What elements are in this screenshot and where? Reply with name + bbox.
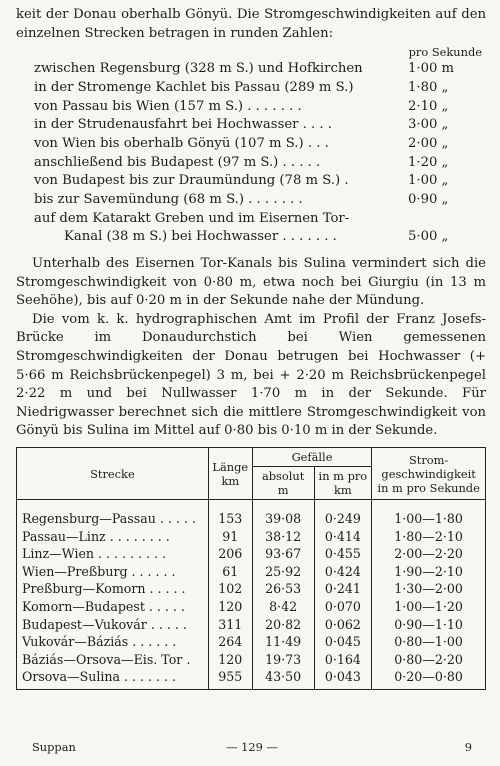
cell-strecke: Passau—Linz . . . . . . . . (17, 528, 209, 546)
speed-row (16, 210, 486, 229)
table-row (17, 651, 486, 669)
cell-laenge: 264 (208, 633, 252, 651)
cell-laenge: 955 (208, 668, 252, 689)
cell-pro_km: 0·045 (314, 633, 372, 651)
speed-row-label: anschließend bis Budapest (97 m S.) . . . . . (34, 154, 321, 170)
speed-row (16, 228, 486, 247)
cell-strecke: Wien—Preßburg . . . . . . (17, 563, 209, 581)
cell-pro_km: 0·062 (314, 616, 372, 634)
cell-laenge: 102 (208, 580, 252, 598)
header-pro-km: in m pro km (314, 467, 372, 500)
speed-row (16, 98, 486, 117)
cell-pro_km: 0·249 (314, 510, 372, 528)
speed-row-value: 5·00 „ (408, 229, 449, 245)
speed-row-label: Kanal (38 m S.) bei Hochwasser . . . . . . . (64, 229, 337, 245)
header-absolut: absolut m (252, 467, 314, 500)
cell-laenge: 61 (208, 563, 252, 581)
cell-absolut: 38·12 (252, 528, 314, 546)
cell-laenge: 311 (208, 616, 252, 634)
cell-laenge: 120 (208, 598, 252, 616)
cell-absolut: 43·50 (252, 668, 314, 689)
cell-strecke: Budapest—Vukovár . . . . . (17, 616, 209, 634)
table-row (17, 563, 486, 581)
speed-row-value: 2·10 „ (408, 98, 449, 114)
cell-geschw: 1·90—2·10 (372, 563, 486, 581)
cell-geschw: 0·90—1·10 (372, 616, 486, 634)
cell-absolut: 19·73 (252, 651, 314, 669)
header-gefaelle: Gefälle (252, 448, 371, 467)
cell-absolut: 11·49 (252, 633, 314, 651)
cell-laenge: 120 (208, 651, 252, 669)
table-spacer-row (17, 500, 486, 511)
cell-absolut: 39·08 (252, 510, 314, 528)
page-footer (32, 740, 472, 756)
speed-row-value: 0·90 „ (408, 192, 449, 207)
cell-laenge: 153 (208, 510, 252, 528)
cell-strecke: Komorn—Budapest . . . . . (17, 598, 209, 616)
cell-strecke: Vukovár—Báziás . . . . . . (17, 633, 209, 651)
table-row (17, 598, 486, 616)
cell-geschw: 2·00—2·20 (372, 545, 486, 563)
cell-geschw: 1·80—2·10 (372, 528, 486, 546)
page (16, 6, 486, 690)
cell-strecke: Báziás—Orsova—Eis. Tor . (17, 651, 209, 669)
speed-row-label: von Budapest bis zur Draumündung (78 m S.) . (34, 173, 349, 189)
speed-row-label: in der Strudenausfahrt bei Hochwasser . . . . (34, 117, 332, 133)
cell-absolut: 25·92 (252, 563, 314, 581)
cell-geschw: 0·20—0·80 (372, 668, 486, 689)
cell-absolut: 8·42 (252, 598, 314, 616)
header-geschwindigkeit: Strom-geschwindigkeit in m pro Sekunde (372, 448, 486, 500)
speed-row (16, 60, 486, 79)
speed-row-value: 1·00 m (408, 61, 455, 77)
speed-row (16, 116, 486, 135)
cell-geschw: 1·30—2·00 (372, 580, 486, 598)
cell-geschw: 0·80—2·20 (372, 651, 486, 669)
cell-pro_km: 0·424 (314, 563, 372, 581)
speed-row (16, 191, 486, 210)
table-row (17, 510, 486, 528)
cell-pro_km: 0·455 (314, 545, 372, 563)
speed-list (16, 45, 486, 247)
speed-row-value: 2·00 „ (408, 135, 449, 151)
speed-row-label: zwischen Regensburg (328 m S.) und Hofkirchen (34, 61, 363, 77)
speed-row (16, 154, 486, 173)
speed-row-value: 1·20 „ (408, 154, 449, 170)
speed-row-label: auf dem Katarakt Greben und im Eisernen Tor- (34, 210, 350, 226)
gradient-table (16, 447, 486, 690)
speed-row-label: bis zur Savemündung (68 m S.) . . . . . . . (34, 192, 303, 207)
speed-row-value: 3·00 „ (408, 117, 449, 133)
footer-author: Suppan (32, 740, 76, 754)
speed-row-value: 1·00 „ (408, 173, 449, 189)
table-row (17, 616, 486, 634)
cell-pro_km: 0·164 (314, 651, 372, 669)
cell-pro_km: 0·070 (314, 598, 372, 616)
footer-page-number: — 129 — (226, 740, 278, 754)
speed-row-label: von Wien bis oberhalb Gönyü (107 m S.) . . . (34, 135, 329, 151)
table-row (17, 528, 486, 546)
cell-strecke: Orsova—Sulina . . . . . . . (17, 668, 209, 689)
intro-paragraph: keit der Donau oberhalb Gönyü. Die Stromgeschwindigkeiten auf den einzelnen Strecken betragen in runden Zahlen: (16, 7, 486, 41)
paragraph-vienna-measurements: Die vom k. k. hydrographischen Amt im Profil der Franz Josefs-Brücke im Donaudurchstich bei Wien gemessenen Stromgeschwindigkeiten der Donau betrugen bei Hochwasser (+ 5·66 m Reichsbrückenpegel) 3 m, bei + 2·20 m Reichsbrückenpegel 2·22 m und bei Nullwasser 1·70 m in der Sekunde. Für Niedrigwasser berechnet sich die mittlere Stromgeschwindigkeit von Gönyü bis Sulina im Mittel auf 0·80 bis 0·10 m in der Sekunde. (16, 311, 486, 439)
speed-row-label: in der Stromenge Kachlet bis Passau (289 m S.) (34, 79, 354, 95)
speed-unit-header: pro Sekunde (408, 45, 482, 60)
cell-geschw: 1·00—1·80 (372, 510, 486, 528)
cell-strecke: Regensburg—Passau . . . . . (17, 510, 209, 528)
cell-strecke: Linz—Wien . . . . . . . . . (17, 545, 209, 563)
cell-absolut: 20·82 (252, 616, 314, 634)
speed-rows (16, 60, 486, 247)
cell-laenge: 206 (208, 545, 252, 563)
header-strecke: Strecke (17, 448, 209, 500)
table-row (17, 580, 486, 598)
cell-pro_km: 0·241 (314, 580, 372, 598)
table-row (17, 545, 486, 563)
cell-absolut: 26·53 (252, 580, 314, 598)
cell-laenge: 91 (208, 528, 252, 546)
cell-geschw: 0·80—1·00 (372, 633, 486, 651)
speed-row-label: von Passau bis Wien (157 m S.) . . . . . . . (34, 98, 302, 114)
speed-row (16, 79, 486, 98)
table-row (17, 633, 486, 651)
paragraph-lower-danube: Unterhalb des Eisernen Tor-Kanals bis Sulina vermindert sich die Stromgeschwindigkeit von 0·80 m, etwa noch bei Giurgiu (in 13 m Seehöhe), bis auf 0·20 m in der Sekunde nahe der Mündung. (16, 256, 486, 309)
table-body (17, 500, 486, 690)
speed-row-value: 1·80 „ (408, 79, 449, 95)
speed-row (16, 172, 486, 191)
footer-signature: 9 (464, 740, 472, 754)
header-laenge: Länge km (208, 448, 252, 500)
cell-strecke: Preßburg—Komorn . . . . . (17, 580, 209, 598)
cell-geschw: 1·00—1·20 (372, 598, 486, 616)
cell-pro_km: 0·414 (314, 528, 372, 546)
cell-absolut: 93·67 (252, 545, 314, 563)
table-row (17, 668, 486, 689)
cell-pro_km: 0·043 (314, 668, 372, 689)
speed-row (16, 135, 486, 154)
